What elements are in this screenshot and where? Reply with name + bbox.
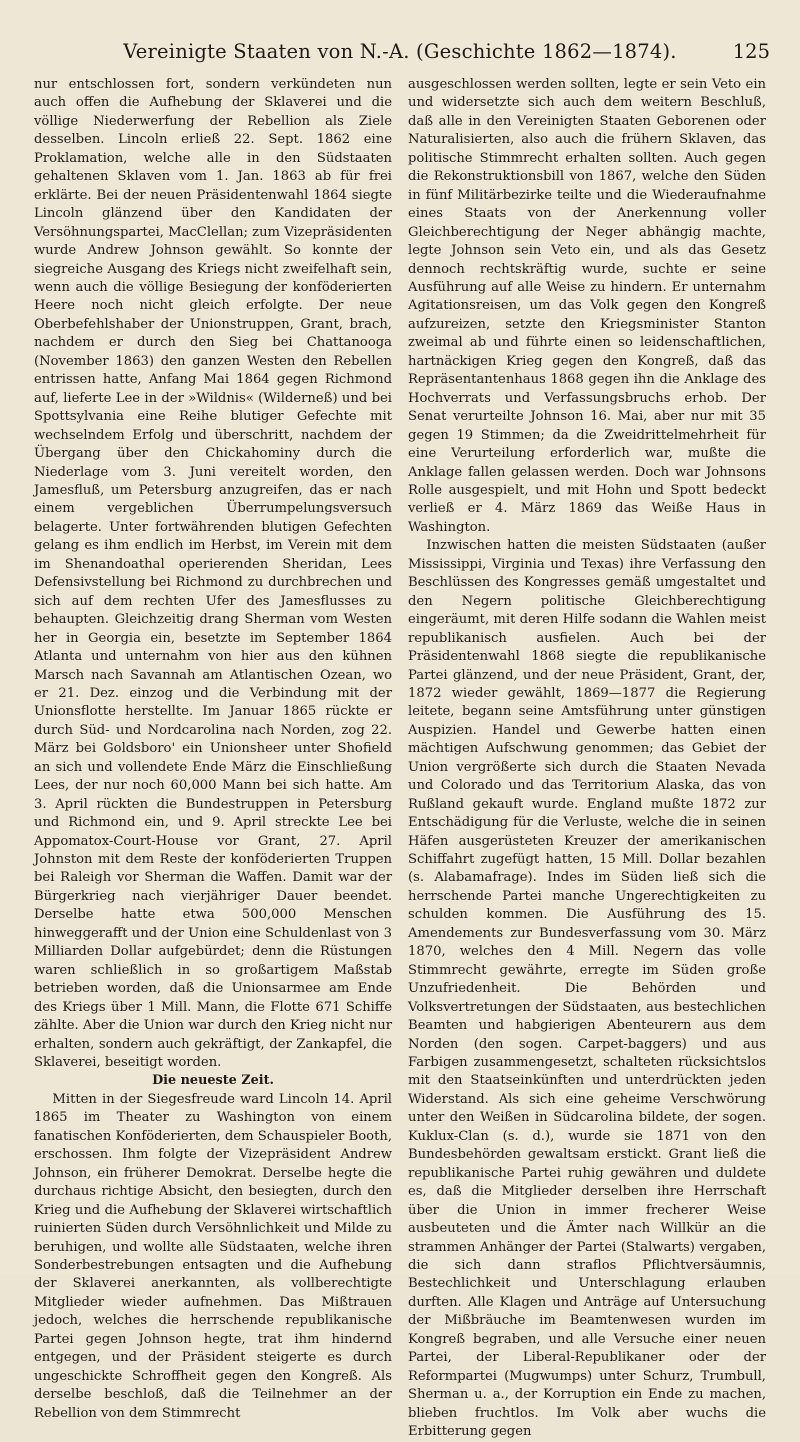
- left-column: [34, 76, 392, 1423]
- paragraph-grant-era: Inzwischen hatten die meisten Südstaaten (außer Mississippi, Virginia und Texas) ihre Verfassung den Beschlüssen des Kongresses gemäß umgestaltet und den Negern politische Gleichberechtigung eingeräumt, mit deren Hilfe sodann die Wahlen meist republikanisch ausfielen. Auch bei der Präsidentenwahl 1868 siegte die republikanische Partei glänzend, und der neue Präsident, Grant, der, 1872 wieder gewählt, 1869—1877 die Regierung leitete, begann seine Amtsführung unter günstigen Auspizien. Handel und Gewerbe hatten einen mächtigen Aufschwung genommen; das Gebiet der Union vergrößerte sich durch die Staaten Nevada und Colorado und das Territorium Alaska, das von Rußland gekauft wurde. England mußte 1872 zur Entschädigung für die Verluste, welche die in seinen Häfen ausgerüsteten Kreuzer der amerikanischen Schiffahrt zugefügt hatten, 15 Mill. Dollar bezahlen (s. Alabamafrage). Indes im Süden ließ sich die herrschende Partei manche Ungerechtigkeiten zu schulden kommen. Die Ausführung des 15. Amendements zur Bundesverfassung vom 30. März 1870, welches den 4 Mill. Negern das volle Stimmrecht gewährte, erregte im Süden große Unzufriedenheit. Die Behörden und Volksvertretungen der Südstaaten, aus bestechlichen Beamten und habgierigen Abenteurern aus dem Norden (den sogen. Carpet-baggers) und aus Farbigen zusammengesetzt, schalteten rücksichtslos mit den Staatseinkünften und unterdrückten jeden Widerstand. Als sich eine geheime Verschwörung unter den Weißen in Südcarolina bildete, der sogen. Kuklux-Clan (s. d.), wurde sie 1871 von den Bundesbehörden gewaltsam erstickt. Grant ließ die republikanische Partei ruhig gewähren und duldete es, daß die Mitglieder derselben ihre Herrschaft über die Union in immer frecherer Weise ausbeuteten und die Ämter nach Willkür an die strammen Anhänger der Partei (Stalwarts) vergaben, die sich dann straflos Pflichtversäumnis, Bestechlichkeit und Unterschlagung erlauben durften. Alle Klagen und Anträge auf Untersuchung der Mißbräuche im Beamtenwesen wurden im Kongreß begraben, und alle Versuche einer neuen Partei, der Liberal-Republikaner oder der Reformpartei (Mugwumps) unter Schurz, Trumbull, Sherman u. a., der Korruption ein Ende zu machen, blieben fruchtlos. Im Volk aber wuchs die Erbitterung gegen: [408, 538, 766, 1440]
- paragraph-civil-war: nur entschlossen fort, sondern verkündeten nun auch offen die Aufhebung der Sklaverei und die völlige Niederwerfung der Rebellion als Ziele desselben. Lincoln erließ 22. Sept. 1862 eine Proklamation, welche alle in den Südstaaten gehaltenen Sklaven vom 1. Jan. 1863 ab für frei erklärte. Bei der neuen Präsidentenwahl 1864 siegte Lincoln glänzend über den Kandidaten der Versöhnungspartei, MacClellan; zum Vizepräsidenten wurde Andrew Johnson gewählt. So konnte der siegreiche Ausgang des Kriegs nicht zweifelhaft sein, wenn auch die völlige Besiegung der konföderierten Heere noch nicht gleich erfolgte. Der neue Oberbefehlshaber der Unionstruppen, Grant, brach, nachdem er durch den Sieg bei Chattanooga (November 1863) den ganzen Westen den Rebellen entrissen hatte, Anfang Mai 1864 gegen Richmond auf, lieferte Lee in der »Wildnis« (Wilderneß) und bei Spottsylvania eine Reihe blutiger Gefechte mit wechselndem Erfolg und überschritt, nachdem der Übergang über den Chickahominy durch die Niederlage vom 3. Juni vereitelt worden, den Jamesfluß, um Petersburg anzugreifen, das er nach einem vergeblichen Überrumpelungsversuch belagerte. Unter fortwährenden blutigen Gefechten gelang es ihm endlich im Herbst, im Verein mit dem im Shenandoathal operierenden Sheridan, Lees Defensivstellung bei Richmond zu durchbrechen und sich auf dem rechten Ufer des Jamesflusses zu behaupten. Gleichzeitig drang Sherman vom Westen her in Georgia ein, besetzte im September 1864 Atlanta und unternahm von hier aus den kühnen Marsch nach Savannah am Atlantischen Ozean, wo er 21. Dez. einzog und die Verbindung mit der Unionsflotte herstellte. Im Januar 1865 rückte er durch Süd- und Nordcarolina nach Norden, zog 22. März bei Goldsboro' ein Unionsheer unter Shofield an sich und vollendete Ende März die Einschließung Lees, der nur noch 60,000 Mann bei sich hatte. Am 3. April rückten die Bundestruppen in Petersburg und Richmond ein, und 9. April streckte Lee bei Appomatox-Court-House vor Grant, 27. April Johnston mit dem Reste der konföderierten Truppen bei Raleigh vor Sherman die Waffen. Damit war der Bürgerkrieg nach vierjähriger Dauer beendet. Derselbe hatte etwa 500,000 Menschen hinweggerafft und der Union eine Schuldenlast von 3 Milliarden Dollar aufgebürdet; denn die Rüstungen waren schließlich in so großartigem Maßstab betrieben worden, daß die Unionsarmee am Ende des Kriegs über 1 Mill. Mann, die Flotte 671 Schiffe zählte. Aber die Union war durch den Krieg nicht nur erhalten, sondern auch gekräftigt, der Zankapfel, die Sklaverei, beseitigt worden.: [34, 77, 392, 1071]
- page-header: [30, 40, 770, 72]
- paragraph-johnson-veto: ausgeschlossen werden sollten, legte er sein Veto ein und widersetzte sich auch dem weitern Beschluß, daß alle in den Vereinigten Staaten Geborenen oder Naturalisierten, also auch die frühern Sklaven, das politische Stimmrecht erhalten sollten. Auch gegen die Rekonstruktionsbill von 1867, welche den Süden in fünf Militärbezirke teilte und die Wiederaufnahme eines Staats von der Anerkennung voller Gleichberechtigung der Neger abhängig machte, legte Johnson sein Veto ein, und als das Gesetz dennoch rechtskräftig wurde, suchte er seine Ausführung auf alle Weise zu hindern. Er unternahm Agitationsreisen, um das Volk gegen den Kongreß aufzureizen, setzte den Kriegsminister Stanton zweimal ab und führte einen so leidenschaftlichen, hartnäckigen Krieg gegen den Kongreß, daß das Repräsentantenhaus 1868 gegen ihn die Anklage des Hochverrats und Verfassungsbruchs erhob. Der Senat verurteilte Johnson 16. Mai, aber nur mit 35 gegen 19 Stimmen; da die Zweidrittelmehrheit für eine Verurteilung erforderlich war, mußte die Anklage fallen gelassen werden. Doch war Johnsons Rolle ausgespielt, und mit Hohn und Spott bedeckt verließ er 4. März 1869 das Weiße Haus in Washington.: [408, 77, 766, 535]
- paragraph-lincoln-johnson: Mitten in der Siegesfreude ward Lincoln 14. April 1865 im Theater zu Washington von einem fanatischen Konföderierten, dem Schauspieler Booth, erschossen. Ihm folgte der Vizepräsident Andrew Johnson, ein früherer Demokrat. Derselbe hegte die durchaus richtige Absicht, den besiegten, durch den Krieg und die Aufhebung der Sklaverei wirtschaftlich ruinierten Süden durch Versöhnlichkeit und Milde zu beruhigen, und wollte alle Südstaaten, welche ihren Sonderbestrebungen entsagten und die Aufhebung der Sklaverei anerkannten, als vollberechtigte Mitglieder wieder aufnehmen. Das Mißtrauen jedoch, welches die herrschende republikanische Partei gegen Johnson hegte, trat ihm hindernd entgegen, und der Präsident steigerte es durch ungeschickte Schroffheit gegen den Kongreß. Als derselbe beschloß, daß die Teilnehmer an der Rebellion von dem Stimmrecht: [34, 1091, 392, 1421]
- section-heading: Die neueste Zeit.: [152, 1073, 274, 1089]
- running-head: Vereinigte Staaten von N.-A. (Geschichte 1862—1874).: [123, 40, 677, 63]
- right-column: [408, 76, 766, 1442]
- page-number: 125: [732, 40, 770, 63]
